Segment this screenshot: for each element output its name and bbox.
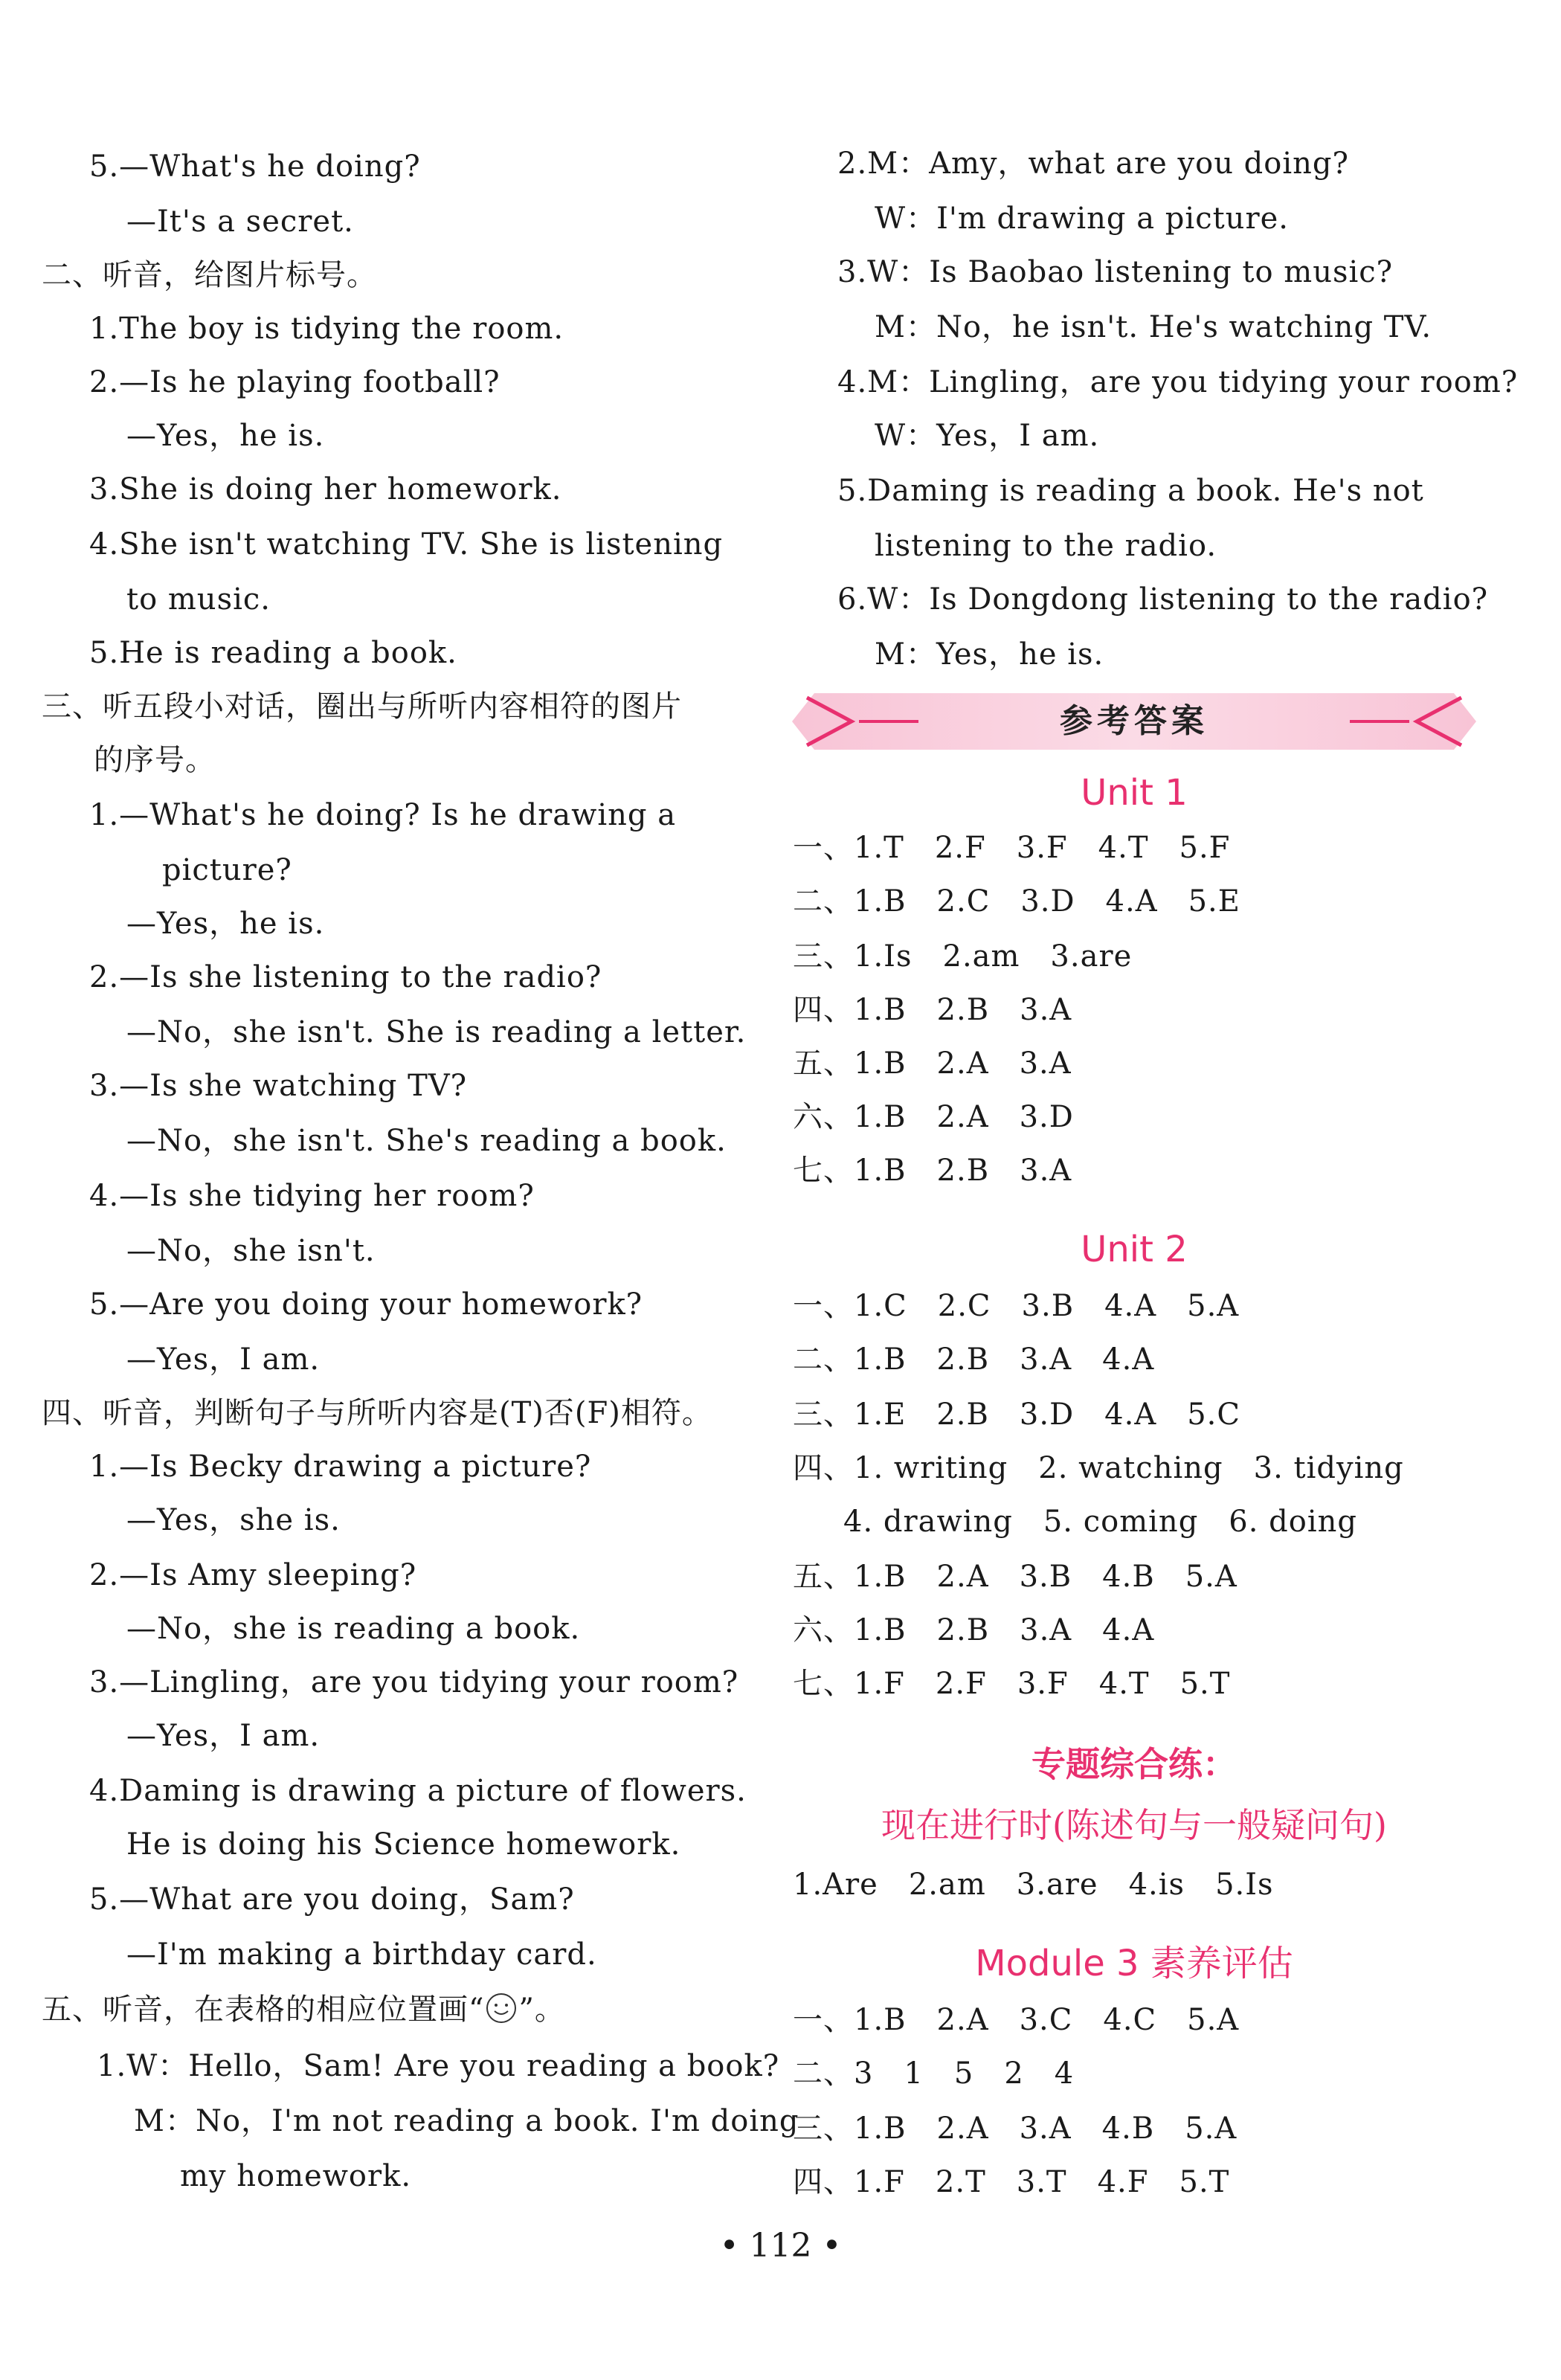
special-practice-title: 专题综合练： [1031, 1744, 1237, 1784]
answer-row: 六、1.B 2.A 3.D [793, 1100, 1074, 1134]
list-item: to music. [126, 582, 271, 617]
item5-question: 5.—What's he doing? [89, 149, 421, 184]
section-3-title: 三、听五段小对话，圈出与所听内容相符的图片 [42, 689, 682, 724]
answer-row: 七、1.F 2.F 3.F 4.T 5.T [793, 1667, 1231, 1701]
list-item: 4.She isn't watching TV. She is listening [89, 527, 724, 562]
list-item: 5.—Are you doing your homework? [89, 1287, 643, 1322]
answer-row: 三、1.E 2.B 3.D 4.A 5.C [793, 1398, 1240, 1432]
answer-row: 一、1.B 2.A 3.C 4.C 5.A [793, 2003, 1240, 2037]
list-item: —Yes，he is. [126, 419, 325, 453]
answer-row: 4. drawing 5. coming 6. doing [843, 1505, 1358, 1539]
list-item: 2.—Is Amy sleeping? [89, 1558, 417, 1592]
list-item: 6.W：Is Dongdong listening to the radio? [837, 582, 1489, 617]
list-item: —Yes，he is. [126, 907, 325, 941]
list-item: 4.Daming is drawing a picture of flowers. [89, 1774, 747, 1808]
answer-row: 五、1.B 2.A 3.A [793, 1046, 1072, 1081]
answer-row: 一、1.T 2.F 3.F 4.T 5.F [793, 831, 1231, 865]
list-item: 5.—What are you doing，Sam? [89, 1882, 575, 1917]
list-item: 3.She is doing her homework. [89, 472, 562, 506]
answer-row: 四、1. writing 2. watching 3. tidying [793, 1451, 1404, 1485]
list-item: 5.He is reading a book. [89, 636, 457, 670]
item5-answer: —It's a secret. [126, 205, 354, 239]
answer-row: 1.Are 2.am 3.are 4.is 5.Is [793, 1868, 1274, 1902]
answer-row: 四、1.F 2.T 3.T 4.F 5.T [793, 2165, 1230, 2199]
list-item: M：No，I'm not reading a book. I'm doing [134, 2104, 799, 2138]
list-item: 3.—Is she watching TV? [89, 1069, 468, 1103]
list-item: 1.The boy is tidying the room. [89, 312, 564, 346]
section-5-title: 五、听音，在表格的相应位置画“ ”。 [42, 1993, 565, 2027]
unit-2-title: Unit 2 [1081, 1229, 1188, 1270]
page-number: • 112 • [719, 2227, 842, 2265]
list-item: 5.Daming is reading a book. He's not [837, 474, 1424, 508]
list-item: listening to the radio. [875, 529, 1217, 563]
answer-row: 四、1.B 2.B 3.A [793, 993, 1072, 1027]
list-item: —Yes，she is. [126, 1503, 341, 1537]
banner-title: 参考答案 [1060, 702, 1208, 740]
list-item: —Yes，I am. [126, 1342, 321, 1377]
list-item: W：Yes，I am. [875, 419, 1100, 453]
list-item: 1.W：Hello，Sam! Are you reading a book? [97, 2049, 780, 2083]
list-item: —No，she isn't. [126, 1234, 376, 1268]
list-item: 4.—Is she tidying her room? [89, 1179, 535, 1213]
list-item: —No，she is reading a book. [126, 1612, 581, 1646]
special-practice-subtitle: 现在进行时(陈述句与一般疑问句) [881, 1805, 1387, 1845]
list-item: He is doing his Science homework. [126, 1827, 681, 1862]
list-item: —I'm making a birthday card. [126, 1937, 597, 1972]
list-item: 3.W：Is Baobao listening to music? [837, 255, 1394, 289]
unit-1-title: Unit 1 [1081, 772, 1188, 814]
list-item: 2.M：Amy，what are you doing? [837, 147, 1349, 181]
answer-row: 一、1.C 2.C 3.B 4.A 5.A [793, 1289, 1240, 1323]
list-item: picture? [162, 853, 292, 887]
answer-key-banner [792, 690, 1476, 753]
module-3-title: Module 3 素养评估 [975, 1943, 1293, 1984]
answer-row: 三、1.B 2.A 3.A 4.B 5.A [793, 2112, 1237, 2146]
answer-row: 七、1.B 2.B 3.A [793, 1154, 1072, 1188]
answer-row: 二、1.B 2.B 3.A 4.A [793, 1342, 1155, 1377]
answer-row: 六、1.B 2.B 3.A 4.A [793, 1613, 1155, 1647]
answer-row: 五、1.B 2.A 3.B 4.B 5.A [793, 1560, 1237, 1594]
answer-row: 二、3 1 5 2 4 [793, 2056, 1075, 2091]
list-item: 3.—Lingling，are you tidying your room? [89, 1665, 739, 1699]
answer-row: 二、1.B 2.C 3.D 4.A 5.E [793, 884, 1240, 919]
answer-row: 三、1.Is 2.am 3.are [793, 939, 1133, 974]
list-item: 2.—Is he playing football? [89, 365, 501, 399]
list-item: M：Yes，he is. [875, 637, 1104, 672]
list-item: —No，she isn't. She's reading a book. [126, 1124, 727, 1158]
list-item: my homework. [180, 2159, 412, 2193]
list-item: 1.—Is Becky drawing a picture? [89, 1450, 592, 1484]
section-3-title-cont: 的序号。 [94, 743, 216, 777]
section-2-title: 二、听音，给图片标号。 [42, 258, 377, 292]
list-item: —No，she isn't. She is reading a letter. [126, 1015, 747, 1049]
list-item: 4.M：Lingling，are you tidying your room? [837, 365, 1519, 399]
section-4-title: 四、听音，判断句子与所听内容是(T)否(F)相符。 [42, 1396, 712, 1430]
list-item: M：No，he isn't. He's watching TV. [875, 310, 1432, 344]
list-item: —Yes，I am. [126, 1719, 321, 1753]
list-item: 1.—What's he doing? Is he drawing a [89, 798, 677, 832]
list-item: W：I'm drawing a picture. [875, 202, 1289, 236]
smiley-face-icon [484, 1991, 518, 2025]
list-item: 2.—Is she listening to the radio? [89, 960, 602, 994]
